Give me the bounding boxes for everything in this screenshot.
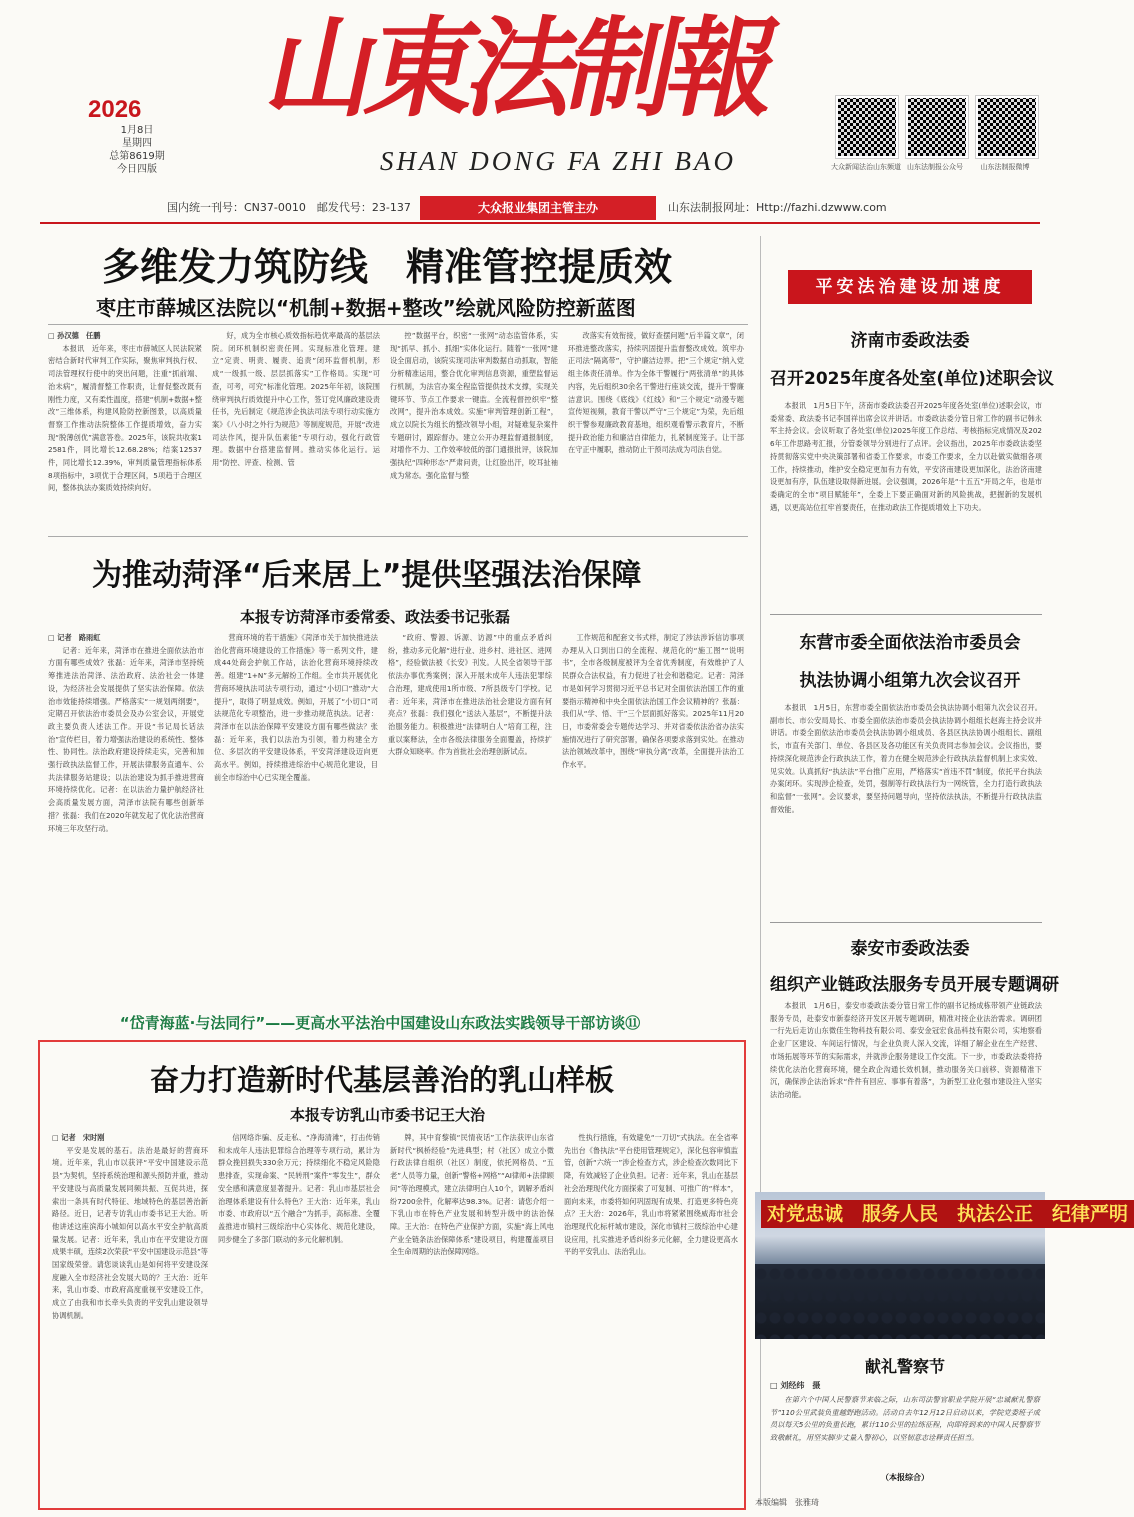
- website-link[interactable]: 山东法制报网址：Http://fazhi.dzwww.com: [668, 201, 887, 214]
- interview2-column-1: [52, 1132, 208, 1504]
- sidebar-story1-head1[interactable]: 济南市委政法委: [850, 331, 970, 351]
- photo-caption-text: 在第六个中国人民警察节来临之际，山东司法警官职业学院开展“忠诚献礼警察节”110公里武装负重越野跑活动。活动自去年12月12日启动以来，学院党委班子成员以每天5公里的负重长跑，累计110公里的拉练征程，向即将到来的中国人民警察节致敬献礼，用坚实脚步丈量入警初心，以坚韧意志诠释责任担当。: [770, 1395, 1040, 1443]
- issue-weekday: 星期四: [122, 138, 152, 149]
- photo-credit: （本报综合）: [881, 1473, 929, 1482]
- sidebar-story2-head2[interactable]: 执法协调小组第九次会议召开: [799, 671, 1021, 691]
- interview2-byline: □ 记者 宋时刚: [52, 1133, 105, 1142]
- sidebar-story-text: 本报讯 1月6日，泰安市委政法委分管日常工作的副书记杨成栋带领产业链政法服务专员，赴泰安市新泰经济开发区开展专题调研，精准对接企业法治需求。调研团一行先后走访山东微佳生物科技有限公司、泰安金冠宏食品科技有限公司，实地察看企业厂区建设、车间运行情况，与企业负责人深入交流，详细了解企业在生产经营、市场拓展等环节的实际需求，并就涉企服务建设工作交流。下一步，市委政法委将持续优化法治化营商环境，健全政企沟通长效机制，推动服务关口前移、资源精准下沉，确保涉企法治诉求“件件有回应、事事有着落”，为新型工业化强市建设注入坚实法治动能。: [770, 1001, 1042, 1099]
- qr-code-icon[interactable]: [906, 96, 968, 158]
- lead-headline[interactable]: 多维发力筑防线 精准管控提质效: [102, 245, 673, 289]
- sidebar-section-title: 平安法治建设加速度: [788, 270, 1032, 304]
- divider: [770, 922, 1042, 923]
- sidebar-story3-body: [770, 1000, 1042, 1184]
- lead-column-1: [48, 330, 202, 526]
- sidebar-story1-body: [770, 400, 1042, 608]
- issue-date-info: [92, 124, 182, 176]
- masthead-divider: [40, 222, 1040, 224]
- issue-date: 1月8日: [120, 125, 154, 136]
- photo-byline: □ 刘经纬 摄: [770, 1381, 821, 1390]
- divider: [770, 614, 1042, 615]
- publication-codes: 国内统一刊号：CN37-0010 邮发代号：23-137: [167, 201, 411, 214]
- lead-subhead: 枣庄市薛城区法院以“机制+数据+整改”绘就风险防控新蓝图: [96, 296, 636, 320]
- info-bar: [0, 196, 1080, 220]
- interview1-text: 营商环境的若干措施》《菏泽市关于加快推进法治化营商环境建设的工作措施》等一系列文件，建成44处商会护航工作站，法治化营商环境持续改善。组建“1+N”多元解纷工作组。全市共开展优化营商环境执法司法专项行动，通过“小切口”推动“大提升”，取得了明显成效。例如，开展了“小切口”司法规范化专项整治，进一步推动规范执法。记者：菏泽市在以法治保障平安建设方面有哪些做法？张磊：近年来，我们以法治为引领，着力构建全方位、多层次的平安建设体系，平安菏泽建设迈向更高水平。例如，持续推进综治中心规范化建设，目前全市综治中心已实现全覆盖。: [214, 633, 378, 782]
- page-editor: 本版编辑 张雅琦: [755, 1498, 819, 1507]
- interview2-text: 信网络诈骗、反走私、“净海清滩”，打击传销和未成年人违法犯罪综合治理等专项行动，累计为群众挽回损失330余万元；持续细化不稳定风险隐患排查，实现命案、“民转刑”案件“零发生”，群众安全感和满意度显著提升。记者：乳山市基层社会治理体系建设有什么特色？王大治：近年来，乳山市委、市政府以“五个融合”为抓手，高标准、全覆盖推进市镇村三级综治中心实体化、规范化建设，同步健全了多部门联动的多元化解机制。: [218, 1133, 380, 1244]
- interview2-column-2: [218, 1132, 380, 1504]
- interview1-byline: □ 记者 路雨虹: [48, 633, 101, 642]
- sidebar-story-text: 本报讯 1月5日下午，济南市委政法委召开2025年度各处室(单位)述职会议，市委常委、政法委书记李国祥出席会议并讲话。市委政法委分管日常工作的副书记韩永军主持会议。会议听取了各处室(单位)2025年度工作总结、考核指标完成情况及2026年工作思路考汇报，分管委领导分别进行了点评。会议指出，2025年市委政法委坚持贯彻落实党中央决策部署和省委工作要求，市委工作要求，全力以赴做实做细各项工作，持续推动，维护安全稳定更加有力有效，平安济南建设更加深化，法治济南建设更加有序，队伍建设取得新进展。会议强调，2026年是“十五五”开局之年，也是市委确定的全市“项目赋能年”，全委上下要正确面对新的风险挑战，把握新的发展机遇，以更高站位扛牢首要责任，在推动政法工作提质增效上下功夫。: [770, 401, 1042, 512]
- interview1-text: “政府、警源、诉源、访源”中的重点矛盾纠纷，推动多元化解“进行业、进乡村、进社区、进网格”，经验做法被《长安》刊发。人民全省领导干部依法办事优秀案例；深入开展未成年人违法犯罪综合治理，建成使用1所市级、7所县级专门学校。记者：近年来，菏泽市在推进法治社会建设方面有何亮点？张磊：我们强化“送法入基层”，不断提升法治服务能力。积极推进“法律明白人”培育工程，注重以案释法，全市各级法律服务全面覆盖，持续扩大群众知晓率。作为首批社会治理创新试点。: [388, 633, 552, 757]
- issue-number: 总第8619期: [109, 151, 165, 162]
- masthead: [0, 0, 1080, 192]
- lead-text: 本报讯 近年来，枣庄市薛城区人民法院紧密结合新时代审判工作实际，聚焦审判执行权、司法管理权行使中的突出问题，注重“抓前端、治未病”，履清督整工作职责，让督促整改既有刚性力度，又有柔性温度，搭建“机制+数据+整改”三维体系，构建风险防控新图景，以高质量督察工作推动法院整体工作提质增效，奋力实现“脱薄创优”满意答卷。2025年，该院共收案12581件，同比增长12.68.28%；结案12537件，同比增长12.39%，审判质量管理指标体系8项指标中，3项优于合理区间，5项趋于合理区间，整体执法办案质效持续向好。: [48, 343, 202, 493]
- sidebar-story3-head2[interactable]: 组织产业链政法服务专员开展专题调研: [770, 975, 1059, 995]
- qr-code-icon[interactable]: [836, 96, 898, 158]
- interview2-subhead: 本报专访乳山市委书记王大治: [290, 1106, 486, 1124]
- police-parade-photo[interactable]: [755, 1192, 1129, 1339]
- interview2-column-3: [390, 1132, 554, 1504]
- issue-pages: 今日四版: [117, 164, 157, 175]
- interview1-text: 工作规范和配套文书式样，制定了涉法涉诉信访事项办理从入口到出口的全流程、规范化的“施工图”“说明书”，全市各级制度被评为全省优秀制度，有效维护了人民群众合法权益，有力促进了社会和谐稳定。记者：菏泽市是如何学习贯彻习近平总书记对全面依法治国工作的重要指示精神和中央全面依法治国工作会议精神的？张磊：我们从“学、悟、干”三个层面抓好落实。2025年11月20日，市委常委会专题传达学习、并对省委依法治省办法实施情况进行了研究部署，确保各项要求落到实处。在推动法治领域改革中，围绕“审执分离”改革，全面提升法治工作水平。: [562, 633, 744, 770]
- photo-title: 献礼警察节: [864, 1357, 945, 1376]
- interview2-text: 牌，其中育黎镇“民情夜话”工作法获评山东省新时代“枫桥经验”先进典型；村（社区）成立小微行政法律自组织（社区）制度，依托网格员、“五老”人员等力量，创新“警格+网格”“AI律师+法律顾问”等治理模式，建立法律明白人10个，调解矛盾纠纷7200余件，化解率达98.3%。记者：请您介绍一下乳山市在特色产业发展和转型升级中的法治保障。王大治：在特色产业保护方面，实施“海上风电产业全链条法治保障体系”建设项目，构建覆盖项目全生命周期的法治保障网络。: [390, 1133, 554, 1257]
- sidebar-story3-head1[interactable]: 泰安市委政法委: [850, 939, 970, 959]
- sidebar-story2-body: [770, 702, 1042, 916]
- interview1-column-2: [214, 632, 378, 1002]
- sidebar-story2-head1[interactable]: 东营市委全面依法治市委员会: [799, 633, 1021, 653]
- divider: [48, 324, 748, 325]
- qr-caption: 山东法制报微博: [980, 163, 1030, 171]
- sidebar-story-text: 本报讯 1月5日，东营市委全面依法治市委员会执法协调小组第九次会议召开。副市长、市公安局局长、市委全面依法治市委员会执法协调小组组长赵海主持会议并讲话。市委全面依法治市委员会执法协调小组成员、各县区执法协调小组组长、副组长，市直有关部门、单位、各县区及各功能区有关负责同志参加会议。会议指出，要持续深化规范涉企行政执法工作，着力在健全规范涉企行政执法监督机制上求实效、见实效。认真抓好“执法法”平台推广应用，严格落实“首违不罚”制度，依托平台执法办案闭环。实现涉企检查，处罚，强制等行政执法行为一网统管，全力打造行政执法和监督“一张网”。会议要求，要坚持问题导向，坚持依法执法，不断提升行政执法监督效能。: [770, 703, 1042, 814]
- photo-crowd: [755, 1264, 1045, 1339]
- newspaper-title-pinyin: SHAN DONG FA ZHI BAO: [380, 146, 737, 176]
- interview1-text: 记者：近年来，菏泽市在推进全面依法治市方面有哪些成效？张磊：近年来，菏泽市坚持统筹推进法治菏泽、法治政府、法治社会一体建设，为经济社会发展提供了坚实法治保障。依法治市效能持续增强。严格落实“一规划两纲要”，定期召开依法治市委员会及办公室会议，开展党政主要负责人述法工作。开设“书记局长话法治”宣传栏目，着力增强法治建设的系统性、整体性、协同性。法治政府建设持续走实，完善和加强行政执法监督工作，开展法律服务直通车、公共法律服务站建设；以法治建设为抓手推进营商环境持续优化。记者：在以法治力量护航经济社会高质量发展方面，菏泽市法院有哪些创新举措？张磊：我们在2020年就发起了优化法治营商环境三年攻坚行动。: [48, 645, 204, 833]
- newspaper-logo-title: 山東法制報: [256, 6, 784, 132]
- lead-column-2: [212, 330, 380, 526]
- qr-code-icon[interactable]: [976, 96, 1038, 158]
- photo-caption: [770, 1394, 1040, 1472]
- lead-text: 好，成为全市核心质效指标趋优率最高的基层法院。闭环机制织密责任网。实现标准化管理。建立“定责、明责、履责、追责”闭环监督机制，形成“一级抓一级、层层抓落实”工作格局。实现“可查，可考，可究”标准化管理。2025年年初，该院围绕审判执行质效提升中心工作，签订党风廉政建设责任书，先后制定《规范涉企执法司法专项行动实施方案》《八小时之外行为规范》等制度规范，开展“改进司法作风，提升队伍素能”专项行动，强化行政管理。数据中台搭建监督网。推动实体化运行。运用“防控、评查、检测、管: [212, 331, 380, 468]
- lead-column-4: [568, 330, 744, 526]
- series-banner[interactable]: “岱青海蓝·与法同行”——更高水平法治中国建设山东政法实践领导干部访谈⑪: [119, 1014, 641, 1032]
- qr-caption: 大众新闻法治山东频道: [831, 163, 901, 171]
- lead-byline: □ 孙汉德 任鹏: [48, 331, 101, 340]
- sidebar-story1-head2[interactable]: 召开2025年度各处室(单位)述职会议: [770, 369, 1054, 389]
- publisher-badge: 大众报业集团主管主办: [420, 196, 656, 220]
- interview1-headline[interactable]: 为推动菏泽“后来居上”提供坚强法治保障: [92, 558, 642, 593]
- lead-column-3: [390, 330, 558, 526]
- interview2-text: 平安是发展的基石。法治是最好的营商环境。近年来，乳山市以获评“平安中国建设示范县”为契机，坚持系统治理和源头预防并重，推动平安建设与高质量发展同频共振、互促共进，探索出一条具有时代特征、地域特色的基层善治新路径。近日，记者专访乳山市委书记王大治。听他讲述这座滨海小城如何以高水平安全护航高质量发展。记者：近年来，乳山市在平安建设方面成果丰硕，连续2次荣获“平安中国建设示范县”等国家级荣誉。请您谈谈乳山是如何将平安建设深度融入全市经济社会发展大局的？王大治：近年来，乳山市委、市政府高度重视平安建设工作，成立了由我和市长牵头负责的平安乳山建设领导协调机制。: [52, 1145, 208, 1320]
- lead-text: 控”数据平台，织密“一张网”动态监管体系，实现“抓早、抓小、抓细”实体化运行。随着“一张网”建设全面启动，该院实现司法审判数据自动抓取，智能分析精准运用，整合优化审判信息资源，重塑监督运行机制，为法官办案全程监管提供技术支撑，实现关键环节、节点工作要求一键监。全流程督控织牢“整改网”，提升治本成效。实施“审判管理创新工程”，成立以院长为组长的整改领导小组，对疑难复杂案件专题研讨，跟踪督办。建立公开办理监督通报制度，对增作不力、工作效率较低的部门通报批评，该院加强执纪“四种形态”严肃问责，让红脸出汗，咬耳扯袖成为常态。强化监督与整: [390, 331, 558, 480]
- qr-caption: 山东法制报公众号: [907, 163, 963, 171]
- interview2-text: 性执行措施，有效避免“一刀切”式执法。在全省率先出台《鲁执法“平台使用管理规定》，深化包容审慎监管，创新“六统一”涉企检查方式，涉企检查次数同比下降，有效减轻了企业负担。记者：近年来，乳山在基层社会治理现代化方面探索了可复制、可推广的“样本”，面向未来，市委将如何巩固现有成果、打造更多特色亮点？王大治：2026年，乳山市将紧紧围绕威海市社会治理现代化标杆城市建设，深化市镇村三级综治中心建设应用，扎实推进矛盾纠纷多元化解，全力建设更高水平的平安乳山、法治乳山。: [564, 1133, 738, 1257]
- interview1-subhead: 本报专访菏泽市委常委、政法委书记张磊: [240, 608, 511, 626]
- interview1-column-3: [388, 632, 552, 1002]
- interview2-headline[interactable]: 奋力打造新时代基层善治的乳山样板: [150, 1063, 615, 1097]
- photo-banner-sign: 对党忠诚 服务人民 执法公正 纪律严明: [761, 1200, 1134, 1228]
- issue-year: 2026: [88, 96, 142, 123]
- lead-text: 改落实有效衔接，做好查摆问题“后半篇文章”，闭环推进整改落实，持续巩固提升监督整改成效。筑牢办正司法“隔离带”，守护廉洁边界。把“三个规定”纳入党组主体责任清单。作为全体干警履行“两张清单”的具体内容，先后组织30余名干警进行座谈交流，提升干警廉洁意识。围绕《底线》《红线》和“三个规定”动漫专题宣传短视频，教育干警以严守“三个规定”为荣，先后组织干警参观廉政教育基地，组织观看警示教育片，不断提升政治能力和廉洁自律能力，扎紧制度笼子。让干部在守正中履职，推动防止干预司法成为司法自觉。: [568, 331, 744, 455]
- interview1-column-4: [562, 632, 744, 1002]
- interview2-column-4: [564, 1132, 738, 1504]
- divider: [48, 536, 748, 537]
- interview1-column-1: [48, 632, 204, 1002]
